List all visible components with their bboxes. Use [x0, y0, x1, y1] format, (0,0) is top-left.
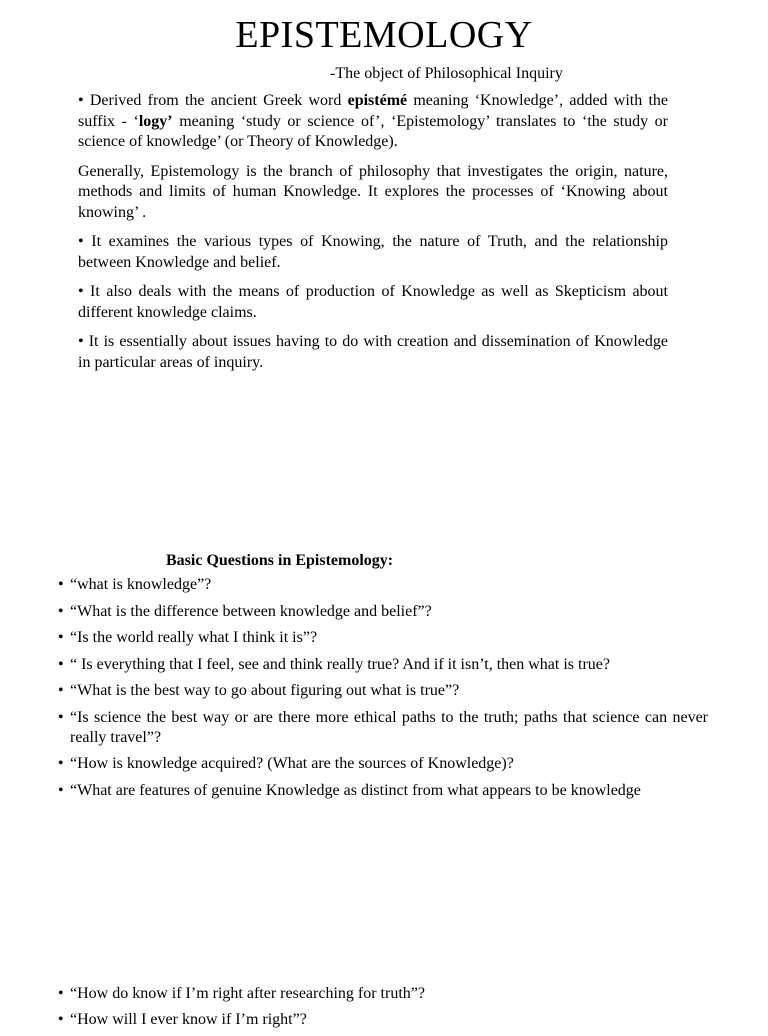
intro-paragraph-1: [78, 91, 668, 153]
list-item: [58, 984, 708, 1004]
list-item: [58, 602, 708, 622]
bullet: •: [58, 576, 64, 593]
list-item: [58, 708, 708, 748]
question-text: “ Is everything that I feel, see and think really true? And if it isn’t, then what is true?: [70, 655, 610, 673]
bullet: •: [58, 755, 64, 772]
bullet: •: [58, 629, 64, 646]
question-text: “Is science the best way or are there more ethical paths to the truth; paths that science can never really travel”?: [70, 708, 708, 746]
questions-list-continued: [58, 984, 708, 1036]
greek-term: epistémé: [347, 92, 408, 109]
list-item: [58, 655, 708, 675]
intro-paragraph-3: • It examines the various types of Knowing, the nature of Truth, and the relationship between Knowledge and belief.: [78, 233, 668, 271]
list-item: [58, 575, 708, 595]
bullet: •: [58, 781, 64, 799]
bullet: •: [58, 602, 64, 620]
question-text: “What is the best way to go about figuring out what is true”?: [70, 682, 460, 699]
page-subtitle: -The object of Philosophical Inquiry: [330, 65, 563, 82]
question-text: “How will I ever know if I’m right”?: [70, 1011, 307, 1028]
intro-text: meaning ‘study or science of’, ‘Epistemology’ translates to ‘the study or science of knowledge’ (or Theory of Knowledge).: [78, 112, 668, 150]
bullet: •: [58, 985, 64, 1002]
list-item: [58, 1010, 708, 1030]
question-text: “What are features of genuine Knowledge as distinct from what appears to be knowledge: [70, 781, 641, 799]
intro-text: meaning ‘Knowledge’, added with the suffix - ‘: [78, 92, 668, 130]
questions-list: [58, 575, 708, 807]
intro-section: [78, 91, 668, 382]
intro-paragraph-4: • It also deals with the means of production of Knowledge as well as Skepticism about different knowledge claims.: [78, 283, 668, 321]
list-item: [58, 754, 708, 774]
bullet: •: [58, 655, 64, 673]
intro-paragraph-2: Generally, Epistemology is the branch of philosophy that investigates the origin, nature, methods and limits of human Knowledge. It explores the processes of ‘Knowing about knowing’ .: [78, 162, 668, 221]
bullet: •: [58, 708, 64, 726]
page-title: EPISTEMOLOGY: [235, 14, 533, 56]
question-text: “what is knowledge”?: [70, 576, 212, 593]
bullet: •: [58, 1011, 64, 1028]
list-item: [58, 781, 708, 801]
intro-paragraph-5: • It is essentially about issues having to do with creation and dissemination of Knowledge in particular areas of inquiry.: [78, 333, 668, 371]
list-item: [58, 681, 708, 701]
bullet: •: [78, 92, 84, 109]
list-item: [58, 628, 708, 648]
question-text: “Is the world really what I think it is”?: [70, 629, 318, 646]
question-text: “How is knowledge acquired? (What are the sources of Knowledge)?: [70, 755, 514, 772]
questions-heading: Basic Questions in Epistemology:: [166, 552, 394, 569]
question-text: “How do know if I’m right after researching for truth”?: [70, 985, 425, 1002]
bullet: •: [58, 682, 64, 699]
suffix-term: logy’: [138, 112, 173, 130]
intro-text: Derived from the ancient Greek word: [83, 92, 348, 109]
question-text: “What is the difference between knowledge and belief”?: [70, 602, 432, 620]
